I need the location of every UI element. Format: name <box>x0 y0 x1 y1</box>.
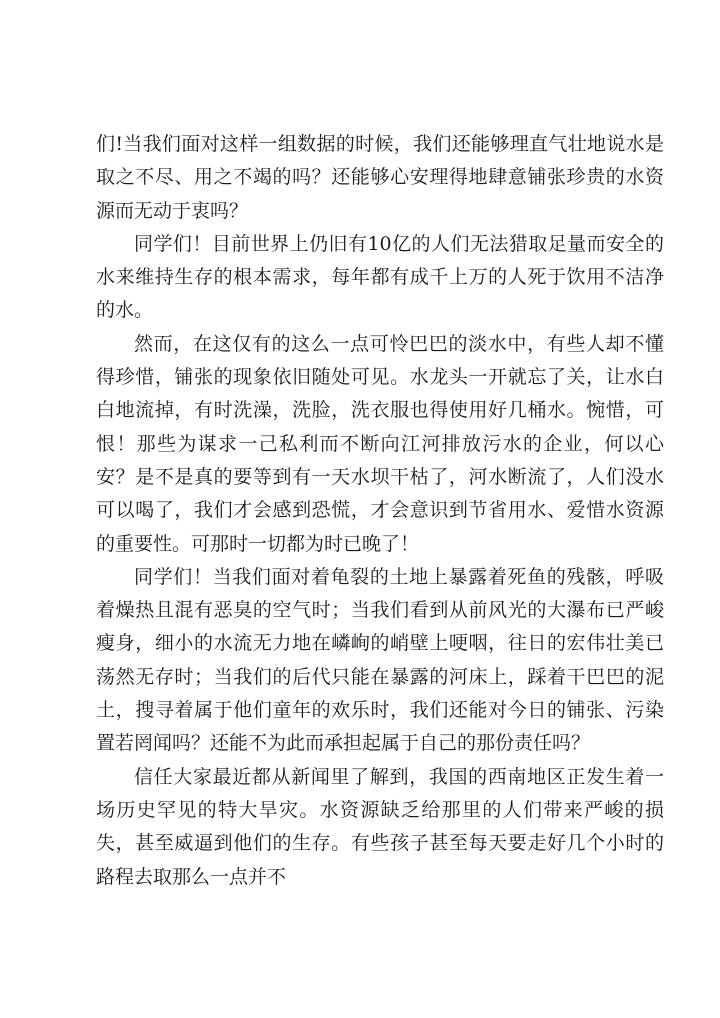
paragraph-drought: 信任大家最近都从新闻里了解到，我国的西南地区正发生着一场历史罕见的特大旱灾。水资源缺乏给那里的人们带来严峻的损失，甚至威逼到他们的生存。有些孩子甚至每天要走好几个小时的路程去取那么一点并不 <box>96 765 664 888</box>
paragraph-waste: 然而，在这仅有的这么一点可怜巴巴的淡水中，有些人却不懂得珍惜，铺张的现象依旧随处可见。水龙头一开就忘了关，让水白白地流掉，有时洗澡，洗脸，洗衣服也得使用好几桶水。惋惜，可恨！那些为谋求一己私利而不断向江河排放污水的企业，何以心安？是不是真的要等到有一天水坝干枯了，河水断流了，人们没水可以喝了，我们才会感到恐慌，才会意识到节省用水、爱惜水资源的重要性。可那时一切都为时已晚了！ <box>96 332 664 555</box>
paragraph-students-water-shortage: 同学们！目前世界上仍旧有10亿的人们无法猎取足量而安全的水来维持生存的根本需求，每年都有成千上万的人死于饮用不洁净的水。 <box>96 232 664 322</box>
document-page <box>96 128 664 894</box>
paragraph-responsibility: 同学们！当我们面对着龟裂的土地上暴露着死鱼的残骸，呼吸着燥热且混有恶臭的空气时；当我们看到从前风光的大瀑布已严峻瘦身，细小的水流无力地在嶙峋的峭壁上哽咽，往日的宏伟壮美已荡然无存时；当我们的后代只能在暴露的河床上，踩着干巴巴的泥土，搜寻着属于他们童年的欢乐时，我们还能对今日的铺张、污染置若罔闻吗？还能不为此而承担起属于自己的那份责任吗？ <box>96 565 664 755</box>
paragraph-continuation: 们!当我们面对这样一组数据的时候，我们还能够理直气壮地说水是取之不尽、用之不竭的吗？还能够心安理得地肆意铺张珍贵的水资源而无动于衷吗？ <box>96 133 664 222</box>
